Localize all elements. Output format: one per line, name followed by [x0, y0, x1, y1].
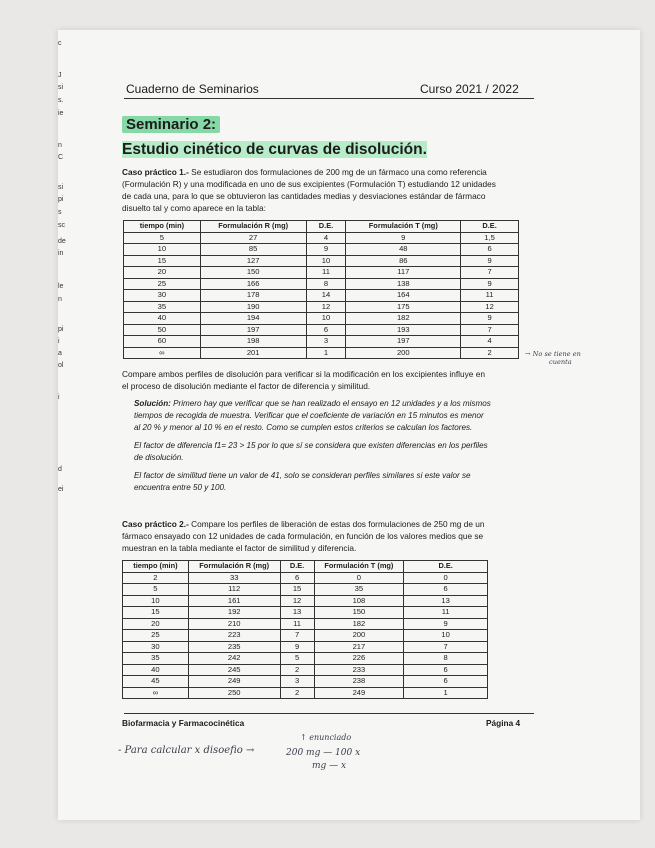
- table-cell: 6: [404, 584, 488, 596]
- header-divider: [124, 98, 534, 99]
- table-cell: 138: [346, 278, 461, 290]
- table-cell: 200: [314, 630, 404, 642]
- table-cell: 112: [188, 584, 280, 596]
- case2-table: [122, 560, 488, 699]
- solution-line: de disolución.: [134, 453, 184, 462]
- margin-note-line: → No se tiene en: [525, 350, 581, 358]
- table-cell: 6: [404, 676, 488, 688]
- table-cell: 0: [404, 572, 488, 584]
- table-cell: 25: [123, 630, 189, 642]
- seminar-title: Seminario 2:: [122, 116, 220, 133]
- table-cell: 9: [280, 641, 314, 653]
- table-cell: 249: [188, 676, 280, 688]
- column-header: tiempo (min): [123, 561, 189, 573]
- table-cell: 5: [280, 653, 314, 665]
- margin-note-line: cuenta: [549, 358, 572, 366]
- margin-fragment: de: [58, 238, 66, 245]
- table-row: [123, 687, 488, 699]
- table-cell: 1: [306, 347, 346, 359]
- table-row: [123, 676, 488, 688]
- case1-intro-line: Se estudiaron dos formulaciones de 200 mg de un fármaco una como referencia: [188, 167, 487, 177]
- table-row: [123, 618, 488, 630]
- handwritten-margin-note: [525, 350, 581, 366]
- margin-fragment: pi: [58, 196, 64, 203]
- table-cell: 8: [404, 653, 488, 665]
- margin-fragment: s: [58, 209, 62, 216]
- margin-fragment: J: [58, 72, 62, 79]
- table-cell: 197: [346, 336, 461, 348]
- table-cell: 11: [404, 607, 488, 619]
- table-cell: 2: [280, 687, 314, 699]
- solution-paragraph-2: [134, 440, 534, 464]
- table-cell: 50: [124, 324, 201, 336]
- table-row: [124, 244, 519, 256]
- table-cell: 193: [346, 324, 461, 336]
- table-row: [123, 664, 488, 676]
- solution-line: al 20 % y menor al 10 % en el resto. Como se cumplen estos criterios se calculan los factores.: [134, 423, 473, 432]
- table-cell: 11: [461, 290, 519, 302]
- case1-intro-line: (Formulación R) y una modificada en uno de sus excipientes (Formulación T) estudiando 12 unidades: [122, 179, 496, 189]
- table-row: [124, 290, 519, 302]
- table-cell: 127: [200, 255, 306, 267]
- table-cell: 2: [280, 664, 314, 676]
- case1-label: Caso práctico 1.-: [122, 167, 189, 177]
- table-cell: 35: [314, 584, 404, 596]
- table-cell: 40: [124, 313, 201, 325]
- column-header: Formulación R (mg): [200, 221, 306, 233]
- case2-intro-line: fármaco ensayado con 12 unidades de cada formulación, en función de los valores medios que se: [122, 531, 484, 541]
- margin-fragment: si: [58, 84, 64, 91]
- table-row: [124, 324, 519, 336]
- table-row: [123, 595, 488, 607]
- table-cell: 238: [314, 676, 404, 688]
- case1-intro-line: de cada una, para lo que se obtuvieron las cantidades medias y desviaciones estándar de fármaco: [122, 191, 486, 201]
- table-cell: 27: [200, 232, 306, 244]
- table-cell: 1,5: [461, 232, 519, 244]
- table-cell: 242: [188, 653, 280, 665]
- margin-fragment: a: [58, 350, 62, 357]
- column-header: Formulación T (mg): [346, 221, 461, 233]
- table-row: [124, 255, 519, 267]
- table-cell: 10: [306, 313, 346, 325]
- table-cell: 10: [123, 595, 189, 607]
- table-cell: 6: [461, 244, 519, 256]
- column-header: tiempo (min): [124, 221, 201, 233]
- page-title-text: Estudio cinético de curvas de disolución.: [122, 141, 427, 158]
- handwritten-note-line: - Para calcular x disoefio →: [118, 745, 255, 756]
- solution-line: El factor de similitud tiene un valor de 41, solo se consideran perfiles similares si este valor se: [134, 471, 471, 480]
- margin-fragment: i: [58, 338, 60, 345]
- handwritten-equation: 200 mg — 100 x: [286, 748, 361, 758]
- table-cell: 4: [306, 232, 346, 244]
- table-cell: ∞: [124, 347, 201, 359]
- table-cell: 33: [188, 572, 280, 584]
- table-cell: 11: [280, 618, 314, 630]
- table-cell: 7: [280, 630, 314, 642]
- table-cell: 7: [461, 267, 519, 279]
- table-cell: 223: [188, 630, 280, 642]
- table-cell: 9: [461, 255, 519, 267]
- case2-label: Caso práctico 2.-: [122, 519, 189, 529]
- table-cell: 194: [200, 313, 306, 325]
- table-cell: 60: [124, 336, 201, 348]
- solution-line: encuentra entre 50 y 100.: [134, 483, 227, 492]
- table-cell: 15: [123, 607, 189, 619]
- table-cell: 233: [314, 664, 404, 676]
- table-row: [124, 232, 519, 244]
- solution-line: tiempos de recogida de muestra. Verificar que el coeficiente de variación en 15 minutos es menor: [134, 411, 484, 420]
- margin-fragment: c: [58, 40, 62, 47]
- table-cell: 0: [314, 572, 404, 584]
- table-cell: 12: [280, 595, 314, 607]
- table-row: [123, 653, 488, 665]
- table-cell: 182: [314, 618, 404, 630]
- column-header: D.E.: [461, 221, 519, 233]
- table-row: [124, 267, 519, 279]
- table-cell: 15: [280, 584, 314, 596]
- case1-question: [122, 368, 534, 392]
- table-cell: 11: [306, 267, 346, 279]
- table-cell: 6: [306, 324, 346, 336]
- table-cell: 250: [188, 687, 280, 699]
- table-cell: 25: [124, 278, 201, 290]
- table-cell: 6: [404, 664, 488, 676]
- table-row: [124, 278, 519, 290]
- table-cell: 201: [200, 347, 306, 359]
- table-row: [124, 336, 519, 348]
- margin-fragment: in: [58, 250, 64, 257]
- table-cell: 210: [188, 618, 280, 630]
- table-cell: 35: [124, 301, 201, 313]
- table-cell: 12: [461, 301, 519, 313]
- header-left: Cuaderno de Seminarios: [126, 82, 259, 96]
- column-header: D.E.: [404, 561, 488, 573]
- handwritten-equation: mg — x: [312, 761, 347, 771]
- table-cell: 8: [306, 278, 346, 290]
- table-cell: ∞: [123, 687, 189, 699]
- table-cell: 150: [314, 607, 404, 619]
- table-row: [123, 630, 488, 642]
- column-header: Formulación T (mg): [314, 561, 404, 573]
- margin-fragment: n: [58, 296, 62, 303]
- table-cell: 13: [280, 607, 314, 619]
- table-cell: 200: [346, 347, 461, 359]
- table-cell: 10: [404, 630, 488, 642]
- table-cell: 150: [200, 267, 306, 279]
- table-cell: 15: [124, 255, 201, 267]
- table-cell: 175: [346, 301, 461, 313]
- table-cell: 40: [123, 664, 189, 676]
- margin-fragment: i: [58, 394, 60, 401]
- column-header: Formulación R (mg): [188, 561, 280, 573]
- table-cell: 161: [188, 595, 280, 607]
- table-cell: 2: [123, 572, 189, 584]
- margin-fragment: le: [58, 283, 64, 290]
- table-cell: 20: [123, 618, 189, 630]
- table-cell: 7: [461, 324, 519, 336]
- margin-fragment: pi: [58, 326, 64, 333]
- header-right: Curso 2021 / 2022: [420, 82, 519, 96]
- table-cell: 3: [306, 336, 346, 348]
- case2-intro-line: Compare los perfiles de liberación de estas dos formulaciones de 250 mg de un: [188, 519, 485, 529]
- margin-fragment: sc: [58, 222, 65, 229]
- table-cell: 1: [404, 687, 488, 699]
- page-title: [122, 141, 427, 159]
- margin-fragment: d: [58, 466, 62, 473]
- solution-label: Solución:: [134, 399, 171, 408]
- table-row: [123, 641, 488, 653]
- table-cell: 226: [314, 653, 404, 665]
- table-cell: 6: [280, 572, 314, 584]
- case2-intro-line: muestran en la tabla mediante el factor de similitud y diferencia.: [122, 543, 357, 553]
- table-cell: 5: [124, 232, 201, 244]
- table-cell: 85: [200, 244, 306, 256]
- solution-paragraph-1: [134, 398, 534, 434]
- table-cell: 9: [306, 244, 346, 256]
- table-cell: 249: [314, 687, 404, 699]
- table-cell: 45: [123, 676, 189, 688]
- table-cell: 182: [346, 313, 461, 325]
- table-cell: 4: [461, 336, 519, 348]
- table-cell: 20: [124, 267, 201, 279]
- table-cell: 48: [346, 244, 461, 256]
- table-row: [123, 607, 488, 619]
- table-cell: 3: [280, 676, 314, 688]
- solution-line: El factor de diferencia f1= 23 > 15 por lo que sí se considera que existen diferencias en los perfiles: [134, 441, 488, 450]
- table-cell: 14: [306, 290, 346, 302]
- footer-divider: [124, 713, 534, 714]
- table-cell: 9: [404, 618, 488, 630]
- table-row: [124, 313, 519, 325]
- table-cell: 245: [188, 664, 280, 676]
- column-header: D.E.: [280, 561, 314, 573]
- table-row: [123, 584, 488, 596]
- footer-left: Biofarmacia y Farmacocinética: [122, 718, 245, 728]
- column-header: D.E.: [306, 221, 346, 233]
- margin-fragment: ol: [58, 362, 64, 369]
- solution-line: Primero hay que verificar que se han realizado el ensayo en 12 unidades y a los mismos: [170, 399, 491, 408]
- table-row: [124, 347, 519, 359]
- table-cell: 9: [461, 278, 519, 290]
- case1-table: [123, 220, 519, 359]
- table-cell: 86: [346, 255, 461, 267]
- case1-intro-line: disuelto tal y como aparece en la tabla:: [122, 203, 266, 213]
- margin-fragment: ie: [58, 110, 64, 117]
- table-cell: 117: [346, 267, 461, 279]
- table-cell: 13: [404, 595, 488, 607]
- table-cell: 166: [200, 278, 306, 290]
- table-cell: 2: [461, 347, 519, 359]
- table-cell: 108: [314, 595, 404, 607]
- table-row: [123, 572, 488, 584]
- case1-question-line: el proceso de disolución mediante el factor de diferencia y similitud.: [122, 381, 371, 391]
- table-cell: 190: [200, 301, 306, 313]
- table-cell: 217: [314, 641, 404, 653]
- solution-paragraph-3: [134, 470, 534, 494]
- handwritten-note-sup: ↑ enunciado: [300, 733, 352, 742]
- margin-fragment: C: [58, 154, 64, 161]
- table-cell: 12: [306, 301, 346, 313]
- table-cell: 7: [404, 641, 488, 653]
- page-number: Página 4: [486, 718, 521, 728]
- table-cell: 5: [123, 584, 189, 596]
- table-cell: 10: [306, 255, 346, 267]
- case2-intro: [122, 518, 534, 554]
- case1-intro: [122, 166, 534, 214]
- table-cell: 10: [124, 244, 201, 256]
- table-cell: 30: [123, 641, 189, 653]
- table-row: [124, 301, 519, 313]
- table-cell: 192: [188, 607, 280, 619]
- case1-question-line: Compare ambos perfiles de disolución para verificar si la modificación en los excipientes influye en: [122, 369, 485, 379]
- table-cell: 9: [346, 232, 461, 244]
- table-cell: 30: [124, 290, 201, 302]
- margin-fragment: n: [58, 142, 62, 149]
- table-cell: 35: [123, 653, 189, 665]
- table-cell: 9: [461, 313, 519, 325]
- table-cell: 197: [200, 324, 306, 336]
- margin-fragment: s.: [58, 97, 64, 104]
- table-cell: 164: [346, 290, 461, 302]
- table-cell: 178: [200, 290, 306, 302]
- table-cell: 235: [188, 641, 280, 653]
- margin-fragment: si: [58, 184, 64, 191]
- table-cell: 198: [200, 336, 306, 348]
- margin-fragment: ei: [58, 486, 64, 493]
